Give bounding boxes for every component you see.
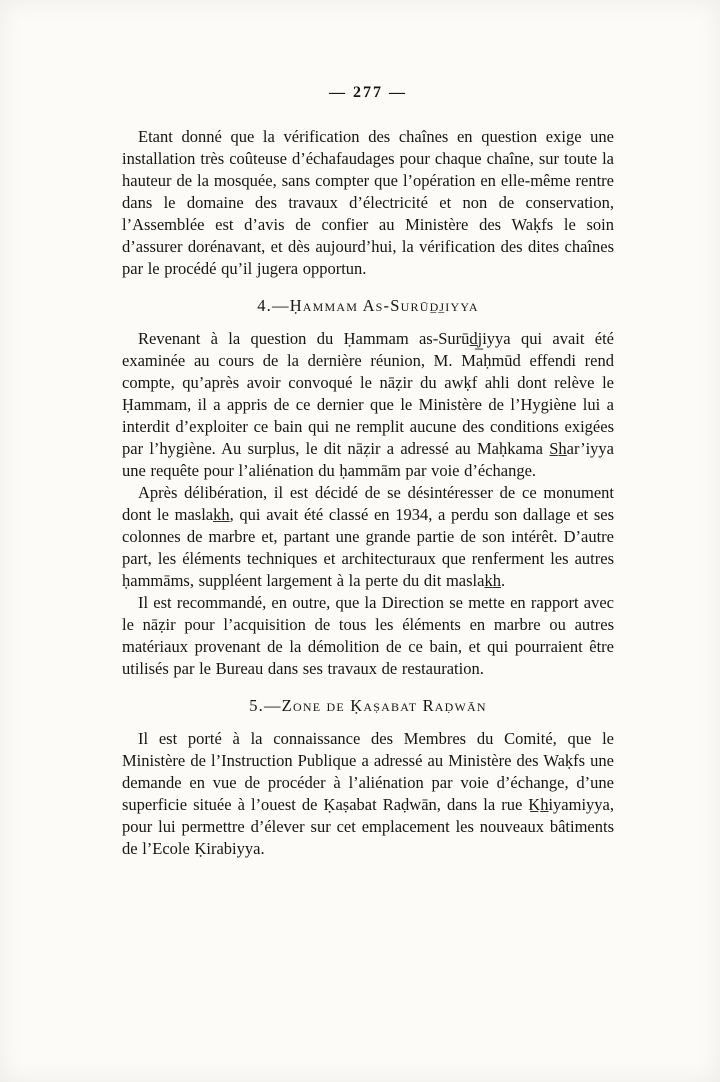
section-4-paragraph-1: Revenant à la question du Ḥammam as-Surūd̲j̲iyya qui avait été examinée au cours de la dernière réunion, M. Maḥmūd effendi rend compte, qu’après avoir convoqué le nāẓir du awḳf ahli dont relève le Ḥammam, il a appris de ce dernier que le Ministère de l’Hygiène lui a interdit d’exploiter ce bain qui ne remplit aucune des conditions exigées par l’hygiène. Au surplus, le dit nāẓir a adressé au Maḥkama S̲h̲ar’iyya une requête pour l’aliénation du ḥammām par voie d’échange. <box>122 329 614 480</box>
section-4-paragraph-3: Il est recommandé, en outre, que la Direction se mette en rapport avec le nāẓir pour l’acquisition de tous les éléments en marbre ou autres matériaux provenant de la démolition de ce bain, et qui pourraient être utilisés par le Bureau dans ses travaux de restauration. <box>122 593 614 678</box>
section-heading-hammam-as-surudjiyya: 4.—Ḥammam As-Surūd̲j̲iyya <box>257 296 479 315</box>
section-4-paragraph-2: Après délibération, il est décidé de se désintéresser de ce monument dont le maslak̲h̲, qui avait été classé en 1934, a perdu son dallage et ses colonnes de marbre et, partant une grande partie de son intérêt. D’autre part, les éléments techniques et architecturaux que renferment les autres ḥammāms, suppléent largement à la perte du dit maslak̲h̲. <box>122 483 614 590</box>
section-heading-zone-de-kasabat-radwan: 5.—Zone de Ḳaṣabat Raḍwān <box>249 696 487 715</box>
section-5-paragraph-1: Il est porté à la connaissance des Membres du Comité, que le Ministère de l’Instruction Publique a adressé au Ministère des Waḳfs une demande en vue de procéder à l’aliénation par voie d’échange, d’une superficie située à l’ouest de Ḳaṣabat Raḍwān, dans la rue K̲h̲iyamiyya, pour lui permettre d’élever sur cet emplacement les nouveaux bâtiments de l’Ecole Ḳirabiyya. <box>122 729 614 858</box>
intro-paragraph: Etant donné que la vérification des chaînes en question exige une installation très coûteuse d’échafaudages pour chaque chaîne, sur toute la hauteur de la mosquée, sans compter que l’opération en elle-même rentre dans le domaine des travaux d’électricité et non de conservation, l’Assemblée est d’avis de confier au Ministère des Waḳfs le soin d’assurer dorénavant, et dès aujourd’hui, la vérification des dites chaînes par le procédé qu’il jugera opportun. <box>122 127 614 278</box>
page-number: — 277 — <box>329 84 407 101</box>
text-block <box>122 126 614 860</box>
